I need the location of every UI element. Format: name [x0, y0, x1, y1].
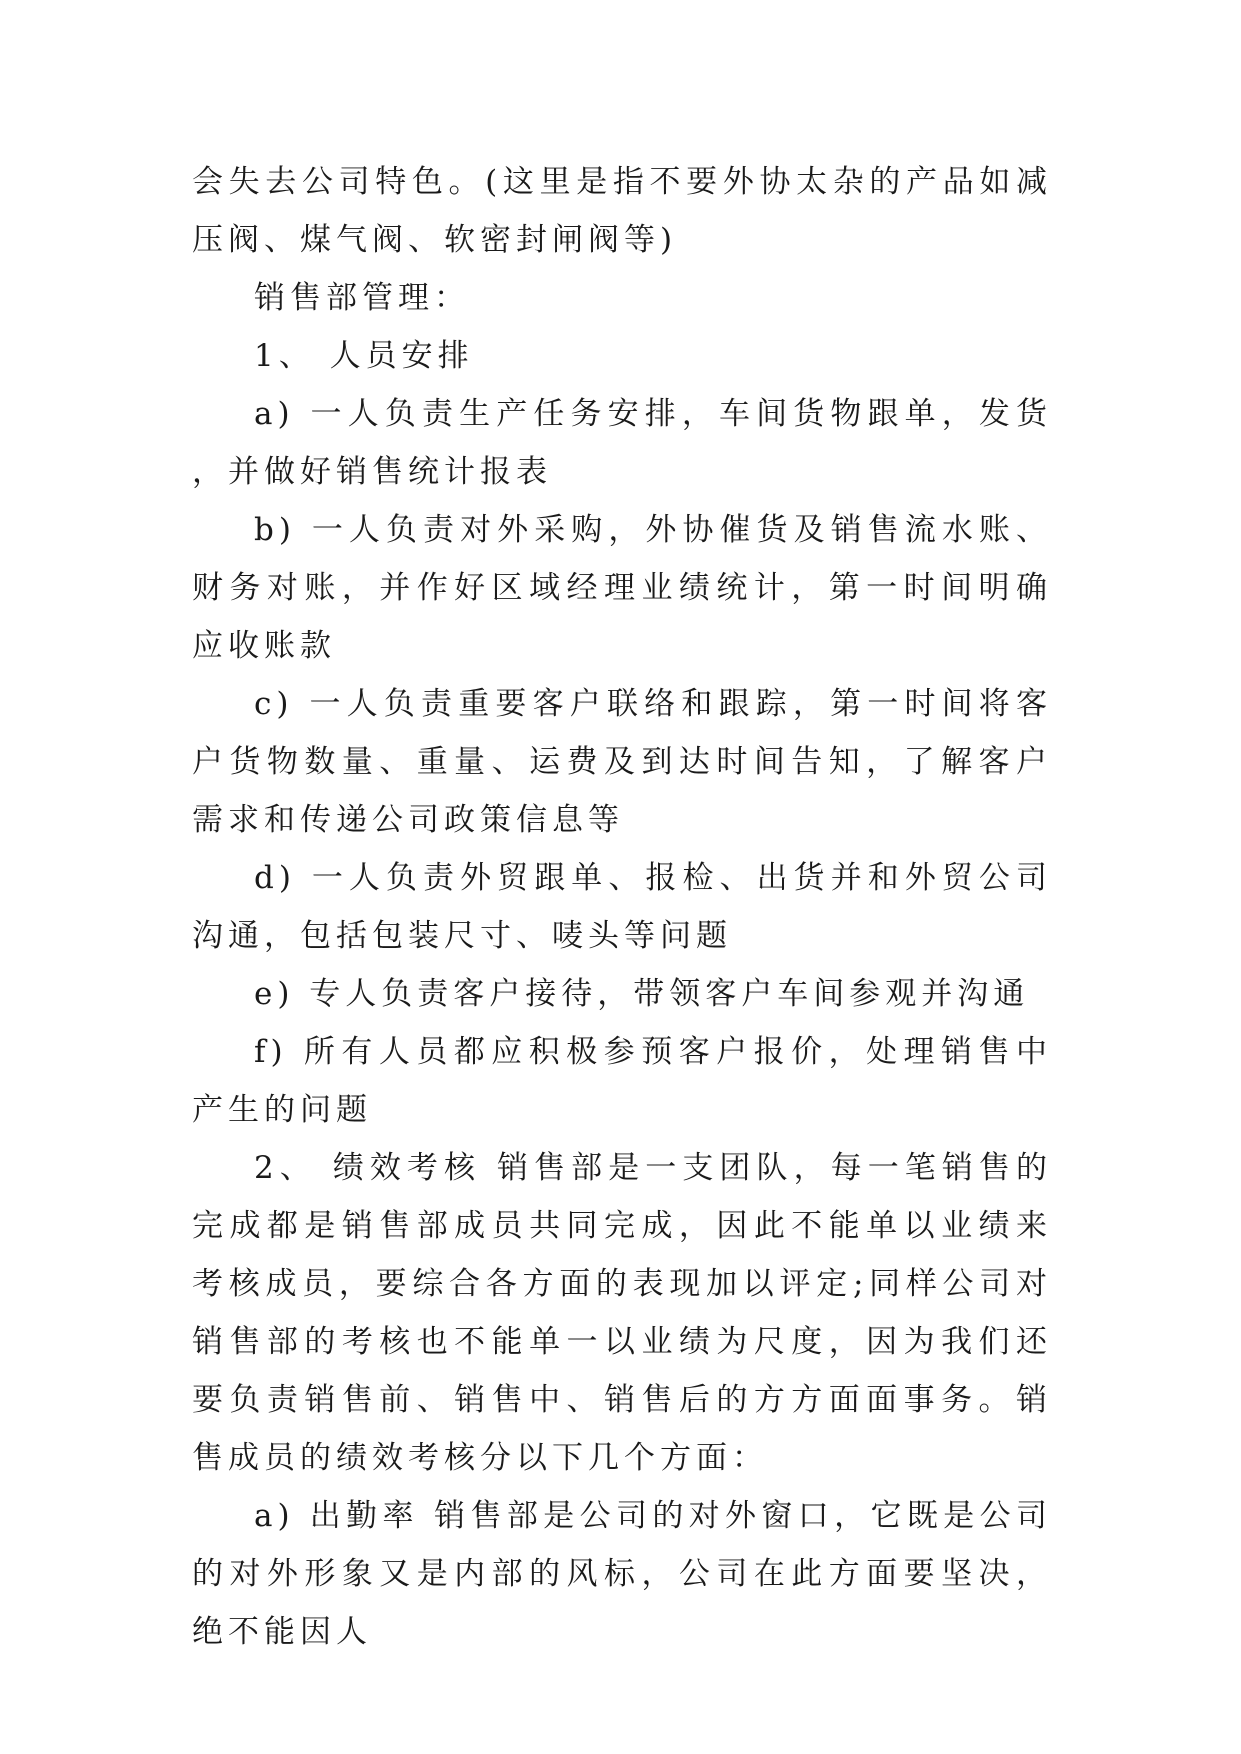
paragraph-10: 2、 绩效考核 销售部是一支团队，每一笔销售的完成都是销售部成员共同完成，因此不能单以业绩来考核成员，要综合各方面的表现加以评定;同样公司对销售部的考核也不能单一以业绩为尺度，因为我们还要负责销售前、销售中、销售后的方方面面事务。销售成员的绩效考核分以下几个方面： — [192, 1150, 1052, 1476]
paragraph-4: a) 一人负责生产任务安排，车间货物跟单，发货，并做好销售统计报表 — [192, 396, 1052, 490]
paragraph-9: f) 所有人员都应积极参预客户报价，处理销售中产生的问题 — [192, 1034, 1052, 1128]
paragraph-2: 销售部管理： — [254, 280, 470, 316]
paragraph-11: a) 出勤率 销售部是公司的对外窗口，它既是公司的对外形象又是内部的风标，公司在此方面要坚决，绝不能因人 — [192, 1498, 1052, 1650]
paragraph-3: 1、 人员安排 — [254, 338, 474, 374]
paragraph-6: c) 一人负责重要客户联络和跟踪，第一时间将客户货物数量、重量、运费及到达时间告知，了解客户需求和传递公司政策信息等 — [192, 686, 1052, 838]
paragraph-7: d) 一人负责外贸跟单、报检、出货并和外贸公司沟通，包括包装尺寸、唛头等问题 — [192, 860, 1052, 954]
paragraph-5: b) 一人负责对外采购，外协催货及销售流水账、财务对账，并作好区域经理业绩统计，第一时间明确应收账款 — [192, 512, 1052, 664]
paragraph-1: 会失去公司特色。(这里是指不要外协太杂的产品如减压阀、煤气阀、软密封闸阀等) — [192, 164, 1052, 258]
paragraph-8: e) 专人负责客户接待，带领客户车间参观并沟通 — [254, 976, 1030, 1012]
document-body — [192, 153, 1052, 1661]
